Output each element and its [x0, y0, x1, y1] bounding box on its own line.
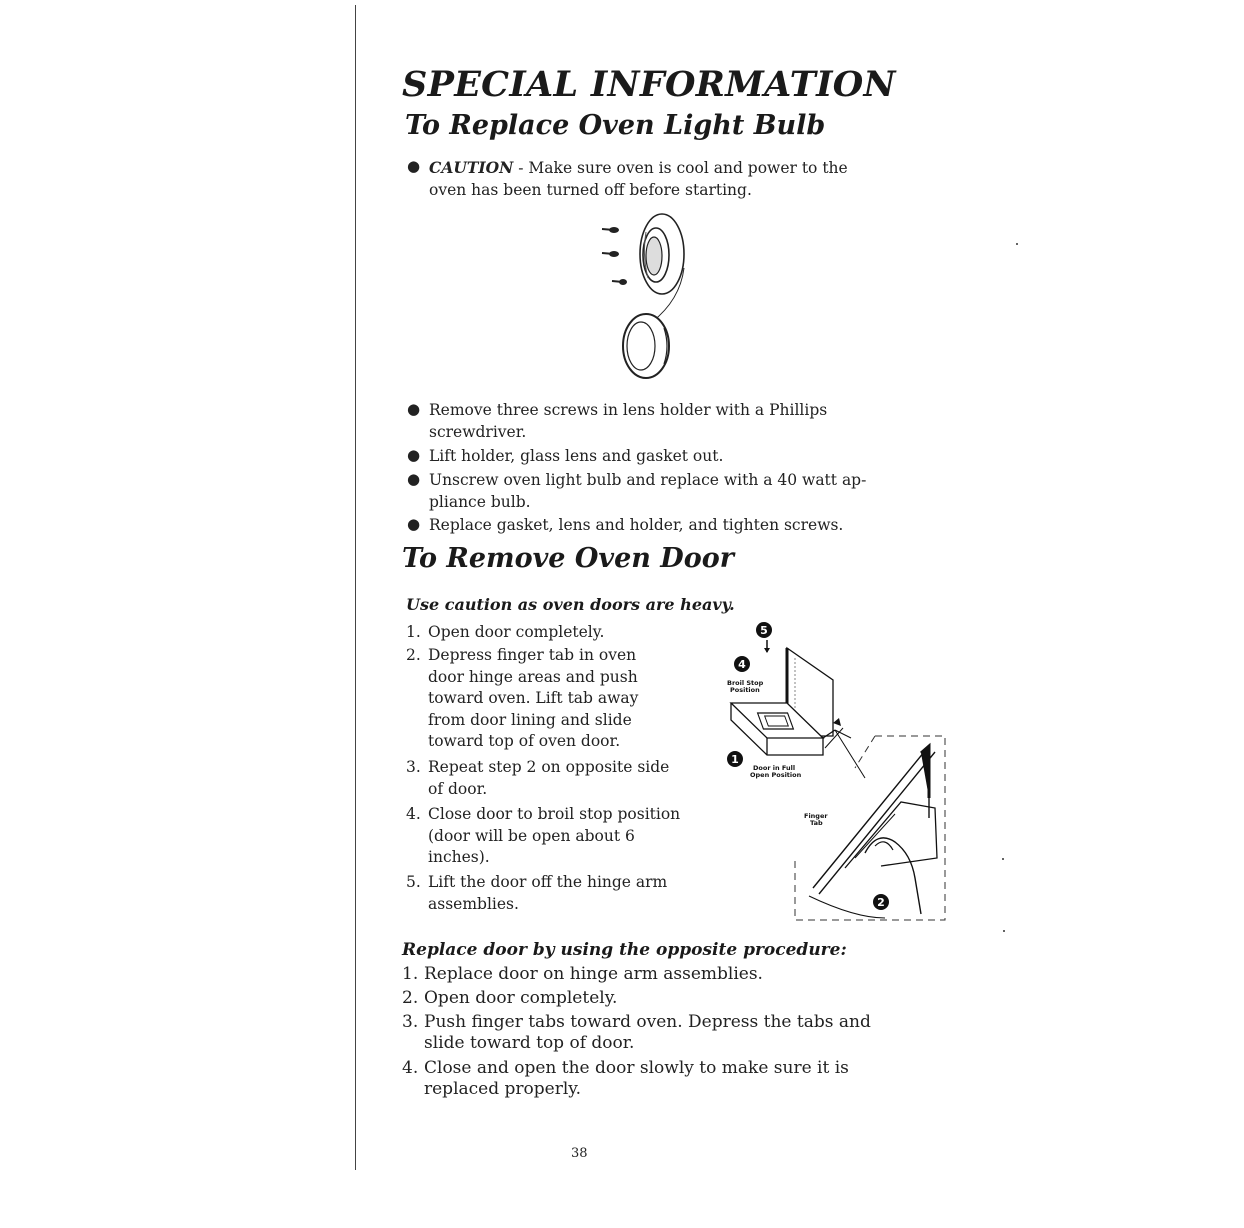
bulb-step	[403, 400, 919, 443]
replace-step-number: 3.	[402, 1012, 419, 1032]
bullet-icon: ●	[407, 157, 421, 175]
bulb-section-heading: To Replace Oven Light Bulb	[405, 110, 826, 141]
door-step	[406, 804, 748, 869]
scan-speck	[1016, 243, 1018, 245]
caution-label: CAUTION	[429, 158, 514, 177]
door-full-open-label: Open Position	[750, 771, 802, 779]
replace-step	[402, 1012, 964, 1054]
finger-tab-label: Finger	[804, 812, 828, 820]
replace-step-4-line2: replaced properly.	[424, 1079, 582, 1099]
svg-text:4: 4	[738, 658, 746, 671]
door-step-4-line2: (door will be open about 6	[428, 826, 635, 845]
broil-stop-label: Position	[730, 686, 760, 694]
replace-step	[402, 964, 964, 985]
replace-step-4-line1: Close and open the door slowly to make sure it is	[424, 1058, 849, 1078]
hinge-detail-icon	[809, 746, 937, 918]
glass-lens-icon	[623, 314, 669, 378]
door-step	[406, 645, 748, 753]
replace-step	[402, 1058, 964, 1100]
caution-text-line2: oven has been turned off before starting.	[429, 180, 752, 199]
door-step-2-line2: door hinge areas and push	[428, 667, 638, 686]
scan-speck	[1002, 858, 1004, 860]
door-step-2-line1: Depress finger tab in oven	[428, 646, 637, 664]
finger-tab-label: Tab	[810, 819, 823, 827]
bullet-icon: ●	[407, 400, 421, 418]
replace-step-number: 4.	[402, 1058, 419, 1078]
svg-text:2: 2	[877, 896, 885, 909]
bulb-step	[403, 470, 919, 513]
door-step-2-line4: from door lining and slide	[428, 710, 632, 729]
bulb-step	[403, 515, 919, 537]
door-step-number: 3.	[406, 758, 421, 776]
scan-speck	[1003, 930, 1005, 932]
door-section-heading: To Remove Oven Door	[402, 543, 734, 574]
lens-holder-icon	[640, 214, 684, 294]
door-step	[406, 757, 748, 800]
door-step-4-line1: Close door to broil stop position	[428, 805, 681, 823]
bullet-icon: ●	[407, 446, 421, 464]
screw-icon	[612, 279, 627, 285]
replace-step-3-line1: Push finger tabs toward oven. Depress the tabs and	[424, 1012, 871, 1032]
page-number: 38	[571, 1146, 588, 1161]
replace-step	[402, 988, 964, 1009]
page-title: SPECIAL INFORMATION	[402, 64, 896, 105]
door-step-5-line2: assemblies.	[428, 894, 519, 913]
door-step-number: 5.	[406, 873, 421, 891]
oven-door-diagram	[715, 618, 955, 933]
door-step	[406, 872, 748, 915]
bulb-step-2-line1: Lift holder, glass lens and gasket out.	[429, 447, 724, 465]
svg-text:5: 5	[760, 624, 768, 637]
binding-line	[355, 5, 356, 1170]
door-step-number: 2.	[406, 646, 421, 664]
step-2-marker	[873, 894, 889, 910]
light-bulb-diagram	[598, 210, 698, 385]
replace-step-3-line2: slide toward top of door.	[424, 1033, 635, 1053]
replace-step-number: 2.	[402, 988, 419, 1008]
bullet-icon: ●	[407, 515, 421, 533]
bulb-step-3-line2: pliance bulb.	[429, 492, 531, 511]
replace-step-1-line1: Replace door on hinge arm assemblies.	[424, 964, 763, 984]
bulb-step	[403, 446, 919, 468]
bulb-step-4-line1: Replace gasket, lens and holder, and tighten screws.	[429, 516, 844, 534]
replace-step-number: 1.	[402, 964, 419, 984]
caution-note	[403, 157, 919, 201]
svg-text:1: 1	[731, 753, 739, 766]
door-step-5-line1: Lift the door off the hinge arm	[428, 873, 668, 891]
door-step-3-line2: of door.	[428, 779, 488, 798]
bulb-step-1-line2: screwdriver.	[429, 422, 527, 441]
door-step-number: 4.	[406, 805, 421, 823]
door-full-open-label: Door in Full	[753, 764, 796, 772]
replace-heading: Replace door by using the opposite procedure:	[402, 940, 847, 960]
door-step-2-line3: toward oven. Lift tab away	[428, 689, 639, 707]
replace-step-2-line1: Open door completely.	[424, 988, 618, 1008]
bullet-icon: ●	[407, 470, 421, 488]
bulb-step-3-line1: Unscrew oven light bulb and replace with a 40 watt ap-	[429, 471, 867, 489]
screw-icon	[602, 251, 619, 257]
screw-icon	[602, 227, 619, 233]
door-step-number: 1.	[406, 623, 421, 641]
step-5-marker	[756, 622, 772, 638]
bulb-step-1-line1: Remove three screws in lens holder with a Phillips	[429, 401, 828, 419]
step-4-marker	[734, 656, 750, 672]
door-step-3-line1: Repeat step 2 on opposite side	[428, 758, 670, 776]
door-caution: Use caution as oven doors are heavy.	[406, 595, 735, 614]
caution-text-line1: - Make sure oven is cool and power to the	[513, 159, 848, 177]
door-step-2-line5: toward top of oven door.	[428, 732, 621, 750]
step-1-marker	[727, 751, 743, 767]
door-step	[406, 622, 748, 644]
door-step-1-line1: Open door completely.	[428, 623, 605, 641]
door-step-4-line3: inches).	[428, 848, 490, 866]
broil-stop-label: Broil Stop	[727, 679, 764, 687]
